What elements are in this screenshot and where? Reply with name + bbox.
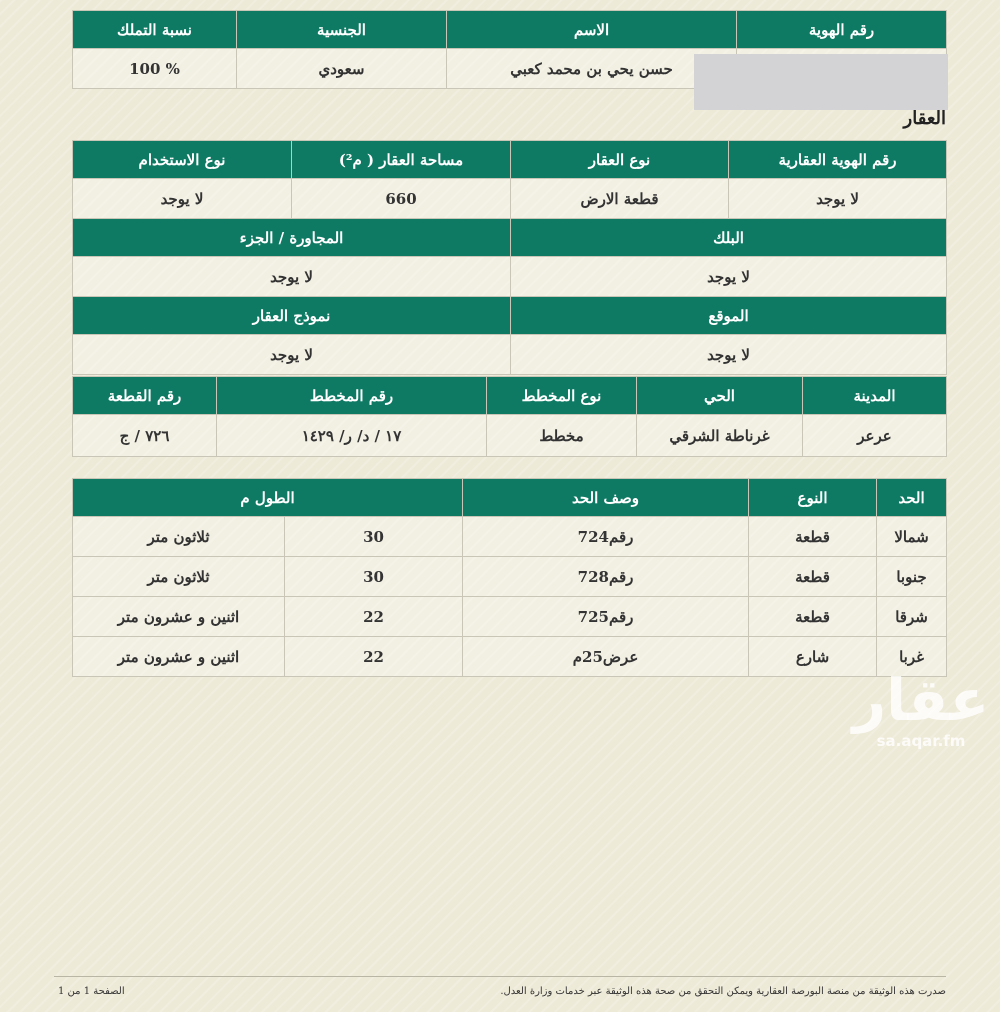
border-type: شارع [749, 637, 877, 677]
city-value: عرعر [803, 415, 947, 457]
table-row [73, 517, 947, 557]
neighborhood-part-value: لا يوجد [73, 257, 511, 297]
table-row [73, 557, 947, 597]
border-length-words: اثنين و عشرون متر [73, 597, 285, 637]
border-direction: شمالا [877, 517, 947, 557]
header-location: الموقع [511, 297, 947, 335]
footer-divider [54, 976, 946, 977]
location-value: لا يوجد [511, 335, 947, 375]
property-id-value: لا يوجد [729, 179, 947, 219]
border-length-number: 22 [285, 597, 463, 637]
header-property-area: مساحة العقار ( م²) [292, 141, 511, 179]
aqar-site-text: sa.aqar.fm [876, 732, 966, 750]
header-name: الاسم [447, 11, 737, 49]
border-length-words: ثلاثون متر [73, 557, 285, 597]
header-id-number: رقم الهوية [737, 11, 947, 49]
border-length-number: 30 [285, 517, 463, 557]
borders-table [72, 478, 947, 677]
header-length: الطول م [73, 479, 463, 517]
border-length-words: اثنين و عشرون متر [73, 637, 285, 677]
owner-ownership: 100 % [73, 49, 237, 89]
border-direction: جنوبا [877, 557, 947, 597]
header-property-id: رقم الهوية العقارية [729, 141, 947, 179]
header-plan-number: رقم المخطط [217, 377, 487, 415]
border-description: رقم725 [463, 597, 749, 637]
header-district: الحي [637, 377, 803, 415]
header-property-type: نوع العقار [511, 141, 729, 179]
border-direction: شرقا [877, 597, 947, 637]
border-description: رقم728 [463, 557, 749, 597]
usage-type-value: لا يوجد [73, 179, 292, 219]
property-type-value: قطعة الارض [511, 179, 729, 219]
border-description: عرض25م [463, 637, 749, 677]
aqar-watermark [846, 668, 996, 750]
border-type: قطعة [749, 517, 877, 557]
table-row [73, 637, 947, 677]
border-description: رقم724 [463, 517, 749, 557]
header-property-model: نموذج العقار [73, 297, 511, 335]
header-plan-type: نوع المخطط [487, 377, 637, 415]
aqar-logo-text: عقار [852, 666, 990, 734]
redacted-id-box [694, 54, 948, 110]
border-length-number: 30 [285, 557, 463, 597]
table-row [73, 597, 947, 637]
header-ownership: نسبة التملك [73, 11, 237, 49]
border-length-words: ثلاثون متر [73, 517, 285, 557]
property-model-value: لا يوجد [73, 335, 511, 375]
page-number: الصفحة 1 من 1 [58, 986, 125, 997]
property-area-value: 660 [292, 179, 511, 219]
header-border-type: النوع [749, 479, 877, 517]
border-length-number: 22 [285, 637, 463, 677]
header-usage-type: نوع الاستخدام [73, 141, 292, 179]
plan-table [72, 376, 947, 457]
footer-note: صدرت هذه الوثيقة من منصة البورصة العقارية ويمكن التحقق من صحة هذه الوثيقة عبر خدمات وزارة العدل. [500, 986, 946, 997]
plan-type-value: مخطط [487, 415, 637, 457]
border-direction: غربا [877, 637, 947, 677]
border-type: قطعة [749, 557, 877, 597]
plan-number-value: ١٧ / د/ ر/ ١٤٢٩ [217, 415, 487, 457]
property-section-title: العقار [903, 108, 946, 129]
header-nationality: الجنسية [237, 11, 447, 49]
block-value: لا يوجد [511, 257, 947, 297]
property-table [72, 140, 947, 375]
plot-number-value: ٧٢٦ / ج [73, 415, 217, 457]
header-border: الحد [877, 479, 947, 517]
header-plot-number: رقم القطعة [73, 377, 217, 415]
header-block: البلك [511, 219, 947, 257]
district-value: غرناطة الشرقي [637, 415, 803, 457]
header-city: المدينة [803, 377, 947, 415]
border-type: قطعة [749, 597, 877, 637]
header-neighborhood-part: المجاورة / الجزء [73, 219, 511, 257]
header-border-description: وصف الحد [463, 479, 749, 517]
owner-name: حسن يحي بن محمد كعبي [447, 49, 737, 89]
owner-nationality: سعودي [237, 49, 447, 89]
